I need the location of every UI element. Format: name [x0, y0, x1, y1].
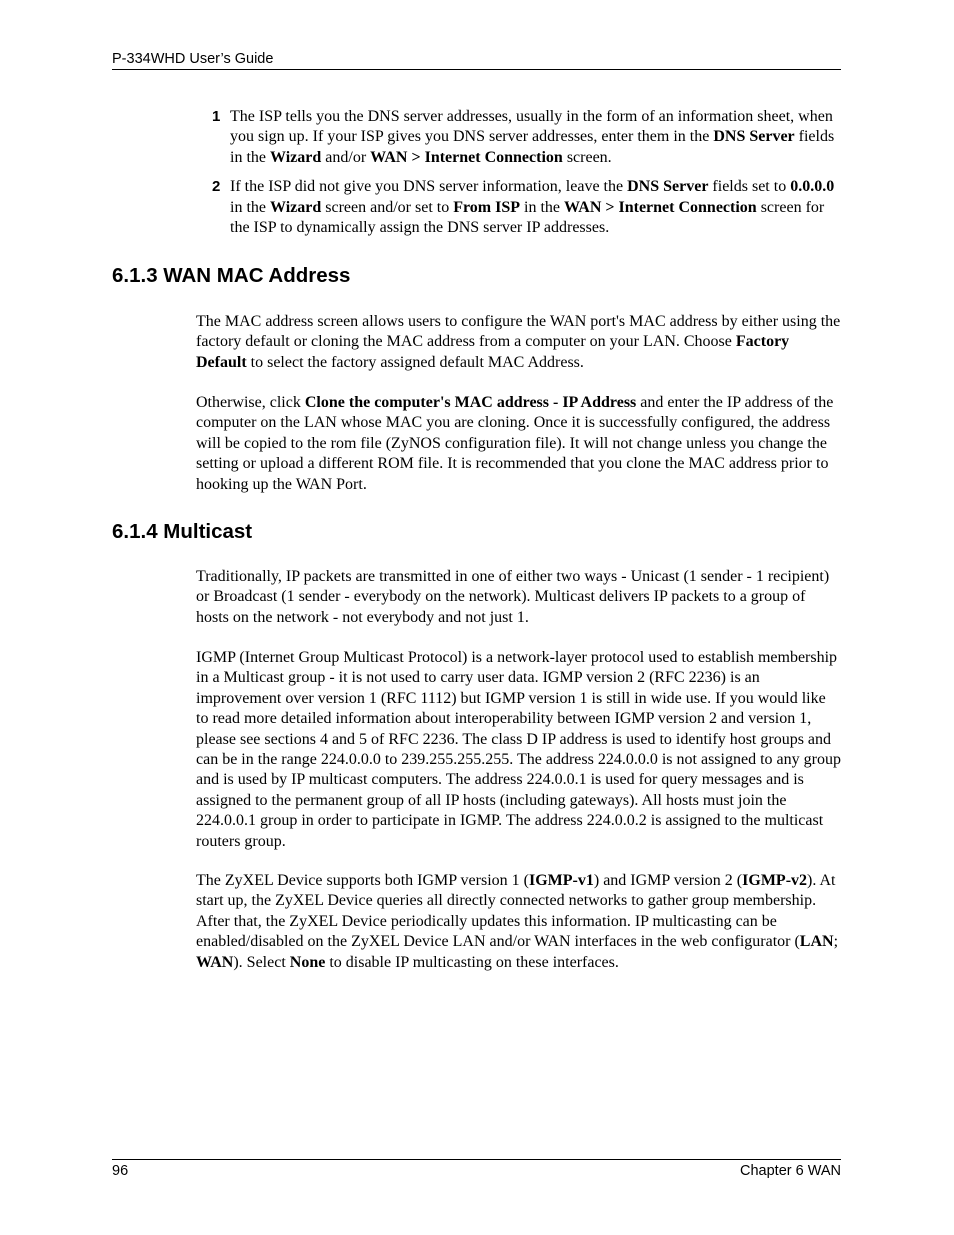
bold-term: DNS Server	[713, 128, 795, 146]
text-run: and/or	[321, 148, 371, 166]
bold-term: WAN > Internet Connection	[370, 148, 563, 166]
bold-term: None	[289, 953, 326, 971]
bold-term: From ISP	[453, 198, 521, 216]
text-run: Traditionally, IP packets are transmitted in one of either two ways - Unicast (1 sender - 1 recipient) or Broadcast (1 sender - everybody on the network). Multicast delivers IP packets to a group of hosts on the network - not everybody and not just 1.	[196, 568, 830, 626]
text-run: screen and/or set to	[321, 198, 454, 216]
wan-mac-paragraph-1	[196, 312, 841, 373]
chapter-label: Chapter 6 WAN	[740, 1163, 841, 1179]
step-text	[230, 107, 842, 168]
text-run: The ISP tells you the DNS server addresses, usually in the form of an information sheet, when you sign up. If your ISP gives you DNS server addresses, enter them in the	[230, 108, 833, 146]
text-run: If the ISP did not give you DNS server information, leave the	[230, 178, 628, 196]
text-run: Otherwise, click	[196, 394, 305, 411]
text-run: in the	[520, 198, 565, 216]
multicast-paragraph-1	[196, 567, 841, 628]
text-run: screen for the ISP to dynamically assign the DNS server IP addresses.	[230, 198, 825, 237]
text-run: The MAC address screen allows users to configure the WAN port's MAC address by either using the factory default or cloning the MAC address from a computer on your LAN. Choose	[196, 313, 841, 351]
text-run: ) and IGMP version 2 (	[593, 872, 743, 889]
step-item	[212, 177, 842, 238]
step-item	[212, 107, 842, 168]
text-run: to select the factory assigned default MAC Address.	[246, 353, 584, 371]
section-heading-multicast: 6.1.4 Multicast	[112, 520, 253, 543]
text-run: ). At start up, the ZyXEL Device queries all directly connected networks to gather group membership. After that, the ZyXEL Device periodically updates this information. IP multicasting can be enabled/disabled on the ZyXEL Device LAN and/or WAN interfaces in the web configurator (	[196, 872, 836, 951]
running-header	[112, 51, 841, 70]
page-number: 96	[112, 1163, 129, 1179]
bold-term: Factory Default	[196, 333, 790, 371]
bold-term: Wizard	[270, 148, 322, 166]
multicast-paragraph-2	[196, 648, 841, 852]
text-run: screen.	[562, 148, 612, 166]
text-run: ). Select	[233, 953, 290, 971]
text-run: fields set to	[708, 178, 791, 196]
bold-term: Clone the computer's MAC address - IP Address	[304, 394, 637, 411]
text-run: ;	[833, 933, 839, 951]
dns-steps-list	[212, 107, 842, 247]
bold-term: 0.0.0.0	[790, 178, 835, 196]
bold-term: IGMP-v2	[742, 872, 808, 889]
bold-term: DNS Server	[627, 178, 709, 196]
bold-term: WAN > Internet Connection	[564, 198, 757, 216]
wan-mac-paragraph-2	[196, 393, 841, 495]
running-footer	[112, 1159, 841, 1179]
bold-term: Wizard	[270, 198, 322, 216]
section-heading-wan-mac: 6.1.3 WAN MAC Address	[112, 264, 351, 287]
text-run: fields in the	[230, 128, 835, 166]
multicast-paragraph-3	[196, 871, 841, 973]
step-number: 2	[212, 178, 221, 196]
bold-term: LAN	[799, 933, 834, 951]
bold-term: IGMP-v1	[528, 872, 594, 889]
text-run: and enter the IP address of the computer on the LAN whose MAC you are cloning. Once it is successfully configured, the address will be copied to the rom file (ZyNOS configuration file). It will not change unless you change the setting or upload a different ROM file. It is recommended that you clone the MAC address prior to hooking up the WAN Port.	[196, 394, 834, 493]
step-text	[230, 177, 842, 238]
bold-term: WAN	[196, 953, 234, 971]
text-run: The ZyXEL Device supports both IGMP version 1 (	[196, 872, 529, 889]
text-run: in the	[230, 198, 270, 216]
text-run: to disable IP multicasting on these interfaces.	[325, 953, 619, 971]
text-run: IGMP (Internet Group Multicast Protocol) is a network-layer protocol used to establish membership in a Multicast group - it is not used to carry user data. IGMP version 2 (RFC 2236) is an improvement over version 1 (RFC 1112) but IGMP version 1 is still in wide use. If you would like to read more detailed information about interoperability between IGMP version 2 and version 1, please see sections 4 and 5 of RFC 2236. The class D IP address is used to identify host groups and can be in the range 224.0.0.0 to 239.255.255.255. The address 224.0.0.0 is not assigned to any group and is used by IP multicast computers. The address 224.0.0.1 is used for query messages and is assigned to the permanent group of all IP hosts (including gateways). All hosts must join the 224.0.0.1 group in order to participate in IGMP. The address 224.0.0.2 is assigned to the multicast routers group.	[196, 649, 841, 850]
step-number: 1	[212, 108, 221, 125]
header-title: P-334WHD User’s Guide	[112, 51, 274, 67]
